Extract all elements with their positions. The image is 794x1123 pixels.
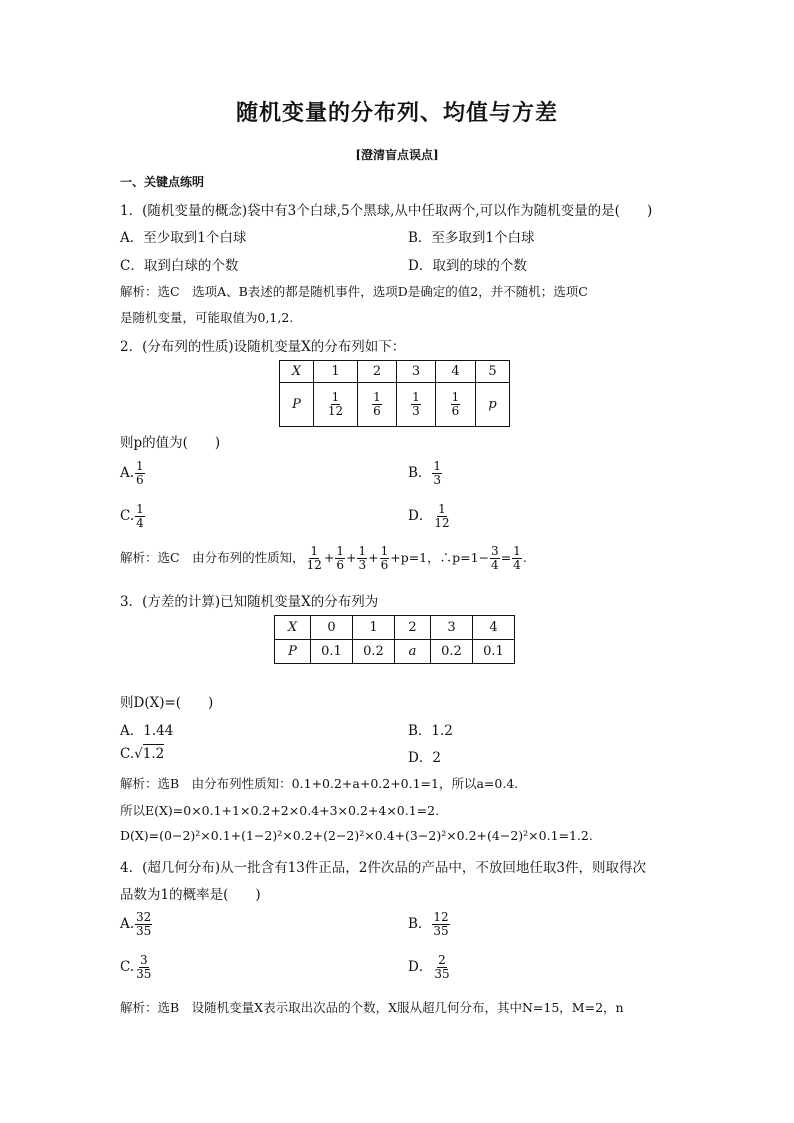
q3-option-c: C.√1.2 xyxy=(120,746,165,762)
q2-ask: 则p的值为( ) xyxy=(120,435,221,451)
q1-option-d: D．取到的球的个数 xyxy=(408,258,527,274)
q2-x-cell: 2 xyxy=(358,361,397,383)
q3-solution-line3: D(X)=(0−2)²×0.1+(1−2)²×0.2+(2−2)²×0.4+(3−2)²×0.2+(4−2)²×0.1=1.2. xyxy=(120,828,593,843)
q2-option-d: D． $\frac{1}{12}$ xyxy=(408,502,450,530)
q4-option-a: A. $\frac{32}{35}$ xyxy=(120,910,152,938)
q2-option-c: C. $\frac{1}{4}$ xyxy=(120,502,144,530)
q3-p-cell: 0.2 xyxy=(353,640,395,664)
q2-stem: 2．(分布列的性质)设随机变量X的分布列如下： xyxy=(120,339,406,355)
q3-ask: 则D(X)=( ) xyxy=(120,695,214,711)
q3-x-label: X xyxy=(275,616,311,640)
q1-option-a: A．至少取到1个白球 xyxy=(120,230,247,246)
q1-solution-line2: 是随机变量，可能取值为0,1,2. xyxy=(120,310,294,325)
q3-option-b: B．1.2 xyxy=(408,723,453,739)
q2-x-cell: 4 xyxy=(436,361,476,383)
q2-x-cell: 5 xyxy=(476,361,510,383)
section-heading: 一、关键点练明 xyxy=(120,175,205,189)
q2-x-cell: 1 xyxy=(314,361,358,383)
q2-p-label: P xyxy=(280,383,314,427)
q2-x-cell: 3 xyxy=(397,361,436,383)
q2-p-cell: $\frac{1}{12}$ xyxy=(314,383,358,427)
q2-p-cell: $\frac{1}{6}$ xyxy=(436,383,476,427)
page-subtitle: [澄清盲点误点] xyxy=(355,148,439,162)
q3-p-cell: 0.1 xyxy=(473,640,515,664)
q3-p-label: P xyxy=(275,640,311,664)
q4-stem-line2: 品数为1的概率是( ) xyxy=(120,887,261,903)
q4-option-c: C. $\frac{3}{35}$ xyxy=(120,953,152,981)
q3-stem: 3．(方差的计算)已知随机变量X的分布列为 xyxy=(120,594,379,610)
q1-stem: 1．(随机变量的概念)袋中有3个白球,5个黑球,从中任取两个,可以作为随机变量的是( ) xyxy=(120,203,653,219)
q2-solution: 解析：选C 由分布列的性质知， $\frac{1}{12}$ + $\frac{1}{6}$ + $\frac{1}{3}$ + $\frac{1}{6}$ +p=1，∴p=1− $\frac{3}{4}$ = $\frac{1}{4}$ . xyxy=(120,544,527,572)
q3-x-cell: 0 xyxy=(311,616,353,640)
q1-option-c: C．取到白球的个数 xyxy=(120,258,239,274)
q3-x-cell: 3 xyxy=(431,616,473,640)
page-title: 随机变量的分布列、均值与方差 xyxy=(235,100,558,126)
q1-option-b: B．至多取到1个白球 xyxy=(408,230,535,246)
q2-p-cell: p xyxy=(476,383,510,427)
q3-x-cell: 1 xyxy=(353,616,395,640)
sqrt-icon: √ xyxy=(134,746,143,762)
q2-option-b: B． $\frac{1}{3}$ xyxy=(408,459,442,487)
q4-solution-line1: 解析：选B 设随机变量X表示取出次品的个数，X服从超几何分布，其中N=15，M=2，n xyxy=(120,1000,624,1015)
q3-p-cell: 0.1 xyxy=(311,640,353,664)
q4-option-d: D． $\frac{2}{35}$ xyxy=(408,953,450,981)
q3-x-cell: 2 xyxy=(395,616,431,640)
q4-option-b: B． $\frac{12}{35}$ xyxy=(408,910,449,938)
q3-p-cell: a xyxy=(395,640,431,664)
q3-solution-line1: 解析：选B 由分布列性质知：0.1+0.2+a+0.2+0.1=1，所以a=0.4. xyxy=(120,776,519,791)
q1-solution-line1: 解析：选C 选项A、B表述的都是随机事件，选项D是确定的值2，并不随机；选项C xyxy=(120,284,588,299)
q2-x-label: X xyxy=(280,361,314,383)
q2-p-cell: $\frac{1}{6}$ xyxy=(358,383,397,427)
q2-p-cell: $\frac{1}{3}$ xyxy=(397,383,436,427)
q3-x-cell: 4 xyxy=(473,616,515,640)
q3-p-cell: 0.2 xyxy=(431,640,473,664)
q2-option-a: A. $\frac{1}{6}$ xyxy=(120,459,144,487)
q3-option-d: D．2 xyxy=(408,750,441,766)
q4-stem-line1: 4．(超几何分布)从一批含有13件正品，2件次品的产品中，不放回地任取3件，则取得次 xyxy=(120,860,646,876)
q2-distribution-table xyxy=(279,360,510,427)
q3-solution-line2: 所以E(X)=0×0.1+1×0.2+2×0.4+3×0.2+4×0.1=2. xyxy=(120,803,440,818)
q3-distribution-table xyxy=(274,615,515,664)
q3-option-a: A．1.44 xyxy=(120,723,174,739)
